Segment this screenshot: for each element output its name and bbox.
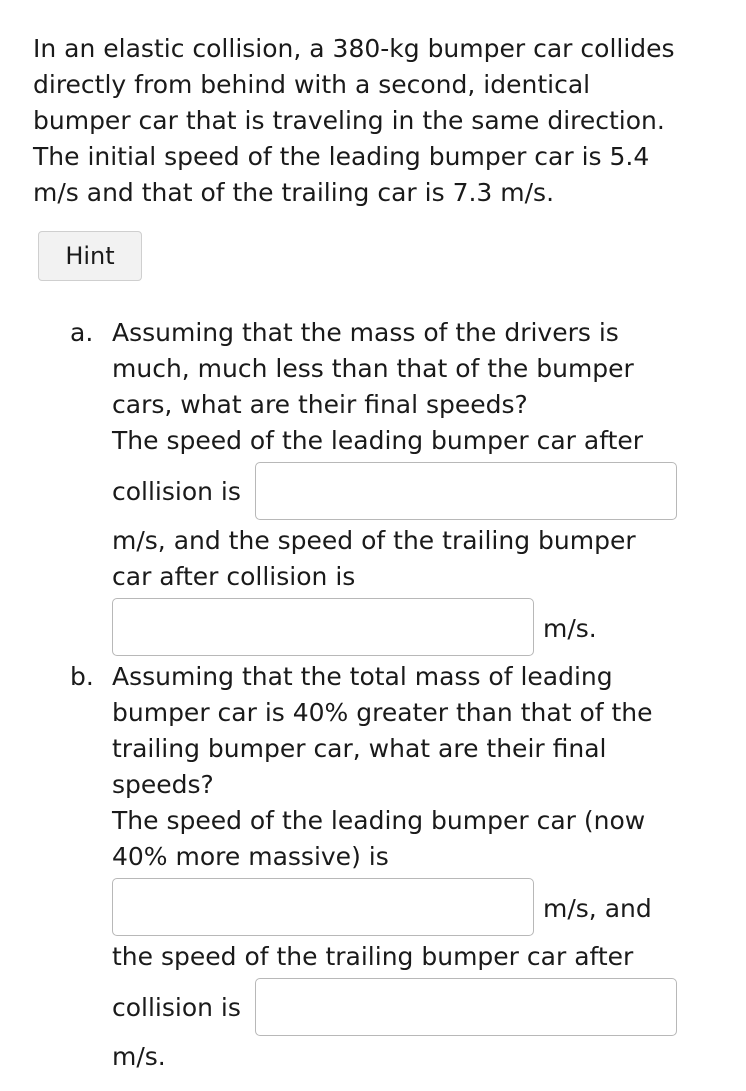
part-b-question-line: speeds?	[112, 770, 214, 799]
part-b-marker: b.	[70, 662, 94, 691]
part-a-question-line: Assuming that the mass of the drivers is	[112, 318, 619, 347]
part-b-prompt-2-line1: the speed of the trailing bumper car after	[112, 942, 634, 971]
part-b-question-line: trailing bumper car, what are their final	[112, 734, 607, 763]
part-b-prompt-1-line1: The speed of the leading bumper car (now	[112, 806, 646, 835]
part-a-prompt-1-tail: collision is	[112, 477, 241, 506]
part-b-unit-1: m/s, and	[543, 894, 652, 923]
part-a-question-line: much, much less than that of the bumper	[112, 354, 634, 383]
part-b-prompt-2-tail: collision is	[112, 993, 241, 1022]
problem-line: directly from behind with a second, identical	[33, 70, 591, 99]
part-b-trailing-speed-input[interactable]	[255, 978, 677, 1036]
problem-statement	[33, 31, 723, 211]
part-a-prompt-2-line1: m/s, and the speed of the trailing bumper	[112, 526, 636, 555]
problem-line: m/s and that of the trailing car is 7.3 m/s.	[33, 178, 555, 207]
hint-button[interactable]: Hint	[38, 231, 142, 281]
part-a-marker: a.	[70, 318, 94, 347]
part-b-unit-2: m/s.	[112, 1042, 166, 1071]
part-a-unit: m/s.	[543, 614, 597, 643]
part-b-question-line: bumper car is 40% greater than that of the	[112, 698, 653, 727]
part-a-prompt-2-line2: car after collision is	[112, 562, 356, 591]
problem-line: bumper car that is traveling in the same direction.	[33, 106, 665, 135]
part-b-prompt-1-line2: 40% more massive) is	[112, 842, 389, 871]
part-b-question-line: Assuming that the total mass of leading	[112, 662, 613, 691]
part-a-prompt-1: The speed of the leading bumper car after	[112, 426, 644, 455]
problem-line: The initial speed of the leading bumper car is 5.4	[33, 142, 650, 171]
part-a-leading-speed-input[interactable]	[255, 462, 677, 520]
part-a-trailing-speed-input[interactable]	[112, 598, 534, 656]
problem-line: In an elastic collision, a 380-kg bumper car collides	[33, 34, 675, 63]
part-b-leading-speed-input[interactable]	[112, 878, 534, 936]
part-a-question-line: cars, what are their final speeds?	[112, 390, 528, 419]
